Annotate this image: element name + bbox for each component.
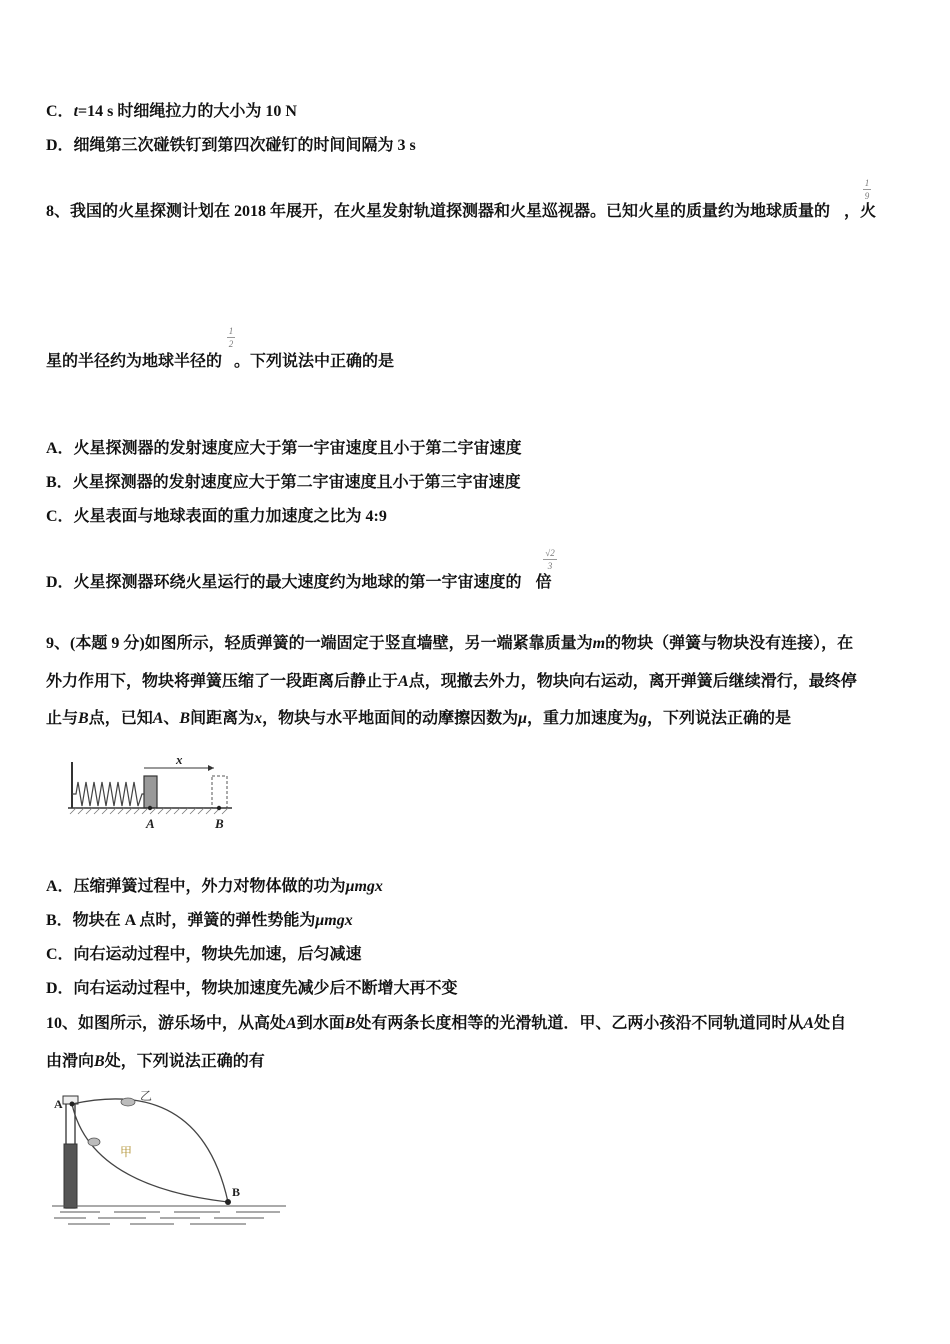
stem-text: 处有两条长度相等的光滑轨道．甲、乙两小孩沿不同轨道同时从 — [355, 1015, 804, 1032]
variable-b: B — [344, 1015, 356, 1032]
label-yi: 乙 — [140, 1089, 153, 1103]
tower-base — [64, 1144, 77, 1208]
q9-stem-line3 — [46, 709, 791, 729]
option-text-end: 倍 — [535, 574, 552, 591]
q9-option-d: D．向右运动过程中，物块加速度先减少后不断增大再不变 — [46, 980, 458, 997]
fraction-denominator: 3 — [547, 561, 553, 571]
point-b — [217, 806, 221, 810]
point-a — [70, 1102, 75, 1107]
q8-stem-line1 — [46, 202, 876, 222]
fraction-bar — [543, 559, 557, 560]
stem-text: 星的半径约为地球半径的 — [46, 353, 223, 370]
option-text: =14 s 时细绳拉力的大小为 10 N — [78, 103, 297, 120]
track-jia — [72, 1104, 228, 1202]
child-yi — [121, 1098, 135, 1106]
q9-stem-line1 — [46, 634, 853, 654]
q8-option-b: B．火星探测器的发射速度应大于第二宇宙速度且小于第三宇宙速度 — [46, 474, 521, 491]
stem-text: 间距离为 — [190, 710, 255, 727]
fraction-denominator: 9 — [864, 191, 870, 201]
label-b: B — [232, 1185, 241, 1199]
variable-b: B — [94, 1053, 105, 1070]
stem-text: ，下列说法正确的是 — [647, 710, 792, 727]
option-text: D．火星探测器环绕火星运行的最大速度约为地球的第一宇宙速度的 — [46, 574, 522, 591]
fraction-numerator: 1 — [864, 178, 870, 188]
label-a: A — [146, 816, 155, 831]
stem-text: 的物块（弹簧与物块没有连接），在 — [605, 635, 854, 652]
q10-stem-line2 — [46, 1052, 265, 1072]
point-a — [148, 806, 152, 810]
stem-text: 、 — [163, 710, 180, 727]
stem-text: 止与 — [46, 710, 79, 727]
fraction-numerator: 1 — [228, 326, 234, 336]
stem-text: 10、如图所示，游乐场中，从高处 — [46, 1015, 287, 1032]
variable-x: x — [254, 710, 263, 727]
q8-option-c: C．火星表面与地球表面的重力加速度之比为 4:9 — [46, 508, 387, 525]
fraction-sqrt2-over-3 — [542, 548, 558, 571]
variable-b: B — [179, 710, 191, 727]
track-yi — [72, 1099, 228, 1202]
child-jia — [88, 1138, 100, 1146]
stem-text: 由滑向 — [46, 1053, 95, 1070]
block-final-position — [212, 776, 227, 808]
stem-text: 点，已知 — [88, 710, 153, 727]
slide-tracks-figure — [50, 1088, 290, 1230]
label-jia: 甲 — [120, 1145, 133, 1159]
stem-text: 处自 — [814, 1015, 847, 1032]
stem-text: 外力作用下，物块将弹簧压缩了一段距离后静止于 — [46, 673, 399, 690]
fraction-one-ninth — [862, 178, 872, 201]
formula: μmgx — [315, 912, 353, 929]
q9-option-a — [46, 877, 383, 897]
variable-g: g — [639, 710, 648, 727]
label-x: x — [176, 752, 183, 767]
stem-text-end: ，火 — [844, 203, 877, 220]
q7-option-d: D．细绳第三次碰铁钉到第四次碰钉的时间间隔为 3 s — [46, 137, 416, 154]
q10-stem-line1 — [46, 1014, 846, 1034]
option-label: C． — [46, 103, 74, 120]
spring-block-figure — [64, 744, 234, 836]
variable-a: A — [286, 1015, 297, 1032]
fraction-denominator: 2 — [228, 339, 234, 349]
variable-a: A — [803, 1015, 815, 1032]
variable-t: t — [73, 103, 79, 120]
option-text: A．压缩弹簧过程中，外力对物体做的功为 — [46, 878, 346, 895]
variable-a: A — [152, 710, 164, 727]
q8-stem-line2 — [46, 352, 394, 372]
stem-text: 8、我国的火星探测计划在 2018 年展开，在火星发射轨道探测器和火星巡视器。已知火星的质量约为地球质量的 — [46, 203, 831, 220]
point-b — [225, 1199, 231, 1205]
stem-text-end: 。下列说法中正确的是 — [234, 353, 395, 370]
q8-option-d — [46, 573, 552, 593]
variable-b: B — [78, 710, 89, 727]
fraction-numerator: √2 — [545, 548, 555, 558]
stem-text: 处，下列说法正确的有 — [104, 1053, 265, 1070]
label-b: B — [215, 816, 224, 831]
label-a: A — [54, 1097, 63, 1111]
variable-mu: μ — [518, 710, 527, 727]
stem-text: 点，现撤去外力，物块向右运动，离开弹簧后继续滑行，最终停 — [408, 673, 857, 690]
fraction-one-half — [226, 326, 236, 349]
q9-option-c: C．向右运动过程中，物块先加速，后匀减速 — [46, 946, 362, 963]
arrow-head — [208, 765, 214, 771]
variable-m: m — [592, 635, 606, 652]
fraction-bar — [863, 189, 871, 190]
q7-option-c — [46, 102, 297, 122]
stem-text: 9、(本题 9 分)如图所示，轻质弹簧的一端固定于竖直墙壁，另一端紧靠质量为 — [46, 635, 593, 652]
formula: μmgx — [345, 878, 383, 895]
spring-coil — [72, 782, 144, 806]
variable-a: A — [398, 673, 409, 690]
q8-option-a: A．火星探测器的发射速度应大于第一宇宙速度且小于第二宇宙速度 — [46, 440, 522, 457]
option-text: B．物块在 A 点时，弹簧的弹性势能为 — [46, 912, 316, 929]
block — [144, 776, 157, 808]
q9-stem-line2 — [46, 672, 857, 692]
stem-text: ，重力加速度为 — [527, 710, 640, 727]
stem-text: ，物块与水平地面间的动摩擦因数为 — [262, 710, 519, 727]
water-surface — [52, 1206, 286, 1224]
q9-option-b — [46, 911, 353, 931]
fraction-bar — [227, 337, 235, 338]
stem-text: 到水面 — [296, 1015, 345, 1032]
